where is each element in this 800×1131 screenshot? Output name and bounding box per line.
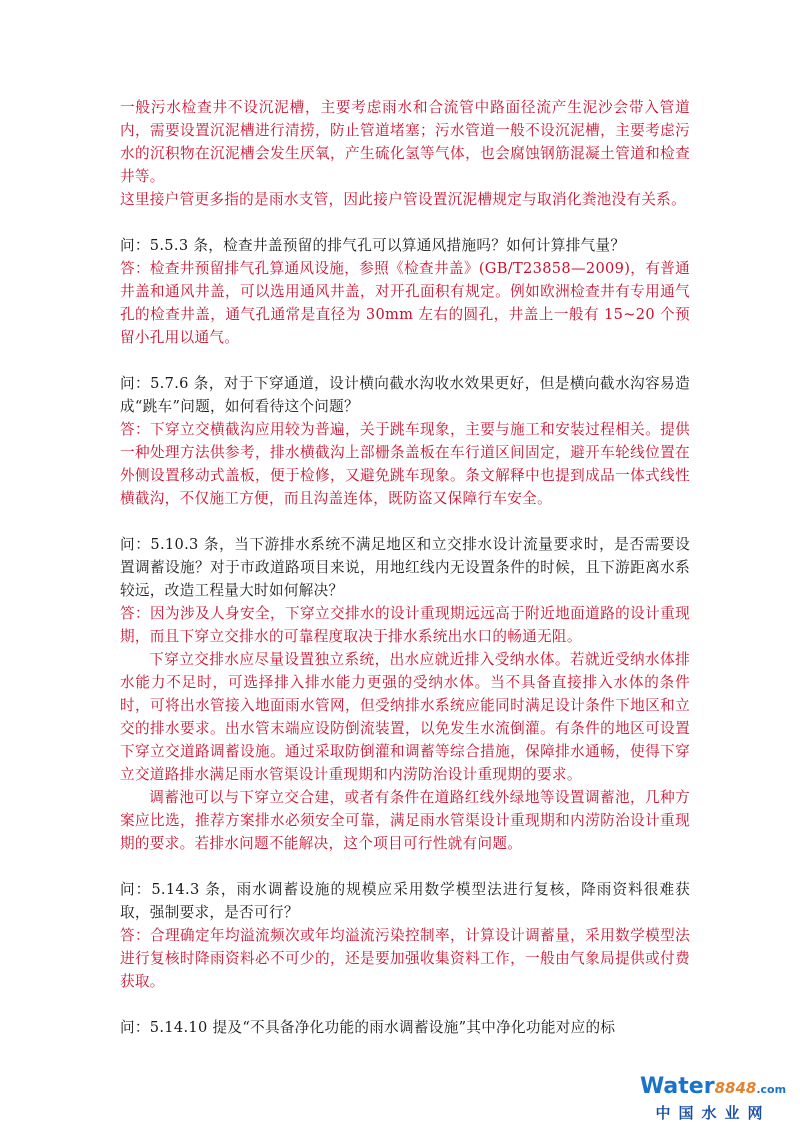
answer-5-5-3: 答：检查井预留排气孔算通风设施，参照《检查井盖》(GB/T23858—2009)，有普通井盖和通风井盖，可以选用通风井盖，对开孔面积有规定。例如欧洲检查井有专用通气孔的检查井盖，通气孔通常是直径为 30mm 左右的圆孔，井盖上一般有 15~20 个预留小孔用以通气。 xyxy=(120,260,690,346)
intro-paragraph-1: 一般污水检查井不设沉泥槽，主要考虑雨水和合流管中路面径流产生泥沙会带入管道内，需要设置沉泥槽进行清捞，防止管道堵塞；污水管道一般不设沉泥槽，主要考虑污水的沉积物在沉泥槽会发生厌氧，产生硫化氢等气体，也会腐蚀钢筋混凝土管道和检查井等。 xyxy=(120,99,690,185)
question-5-5-3: 问：5.5.3 条，检查井盖预留的排气孔可以算通风措施吗？如何计算排气量？ xyxy=(120,237,626,254)
question-5-10-3: 问：5.10.3 条，当下游排水系统不满足地区和立交排水设计流量要求时，是否需要设置调蓄设施？对于市政道路项目来说，用地红线内无设置条件的时候，且下游距离水系较远，改造工程量大时如何解决？ xyxy=(120,536,690,599)
answer-5-7-6: 答：下穿立交横截沟应用较为普遍，关于跳车现象，主要与施工和安装过程相关。提供一种处理方法供参考，排水横截沟上部栅条盖板在车行道区间固定，避开车轮线位置在外侧设置移动式盖板，便于检修，又避免跳车现象。条文解释中也提到成品一体式线性横截沟，不仅施工方便，而且沟盖连体，既防盗又保障行车安全。 xyxy=(120,421,690,507)
document-body xyxy=(120,96,690,1039)
answer-5-10-3-part-2: 下穿立交排水应尽量设置独立系统，出水应就近排入受纳水体。若就近受纳水体排水能力不足时，可选择排入排水能力更强的受纳水体。当不具备直接排入水体的条件时，可将出水管接入地面雨水管网，但受纳排水系统应能同时满足设计条件下地区和立交的排水要求。出水管末端应设防倒流装置，以免发生水流倒灌。有条件的地区可设置下穿立交道路调蓄设施。通过采取防倒灌和调蓄等综合措施，保障排水通畅，使得下穿立交道路排水满足雨水管渠设计重现期和内涝防治设计重现期的要求。 xyxy=(120,651,690,783)
watermark-brand xyxy=(638,1075,788,1102)
watermark-brand-word: Water xyxy=(639,1074,715,1099)
watermark-brand-number: 8848 xyxy=(714,1079,757,1097)
answer-5-14-3: 答：合理确定年均溢流频次或年均溢流污染控制率，计算设计调蓄量，采用数学模型法进行复核时降雨资料必不可少的，还是要加强收集资料工作，一般由气象局提供或付费获取。 xyxy=(120,927,690,990)
answer-5-10-3-part-3: 调蓄池可以与下穿立交合建，或者有条件在道路红线外绿地等设置调蓄池，几种方案应比选，推荐方案排水必须安全可靠，满足雨水管渠设计重现期和内涝防治设计重现期的要求。若排水问题不能解决，这个项目可行性就有问题。 xyxy=(120,789,690,852)
site-watermark-logo xyxy=(638,1075,788,1123)
answer-5-10-3-part-1: 答：因为涉及人身安全，下穿立交排水的设计重现期远远高于附近地面道路的设计重现期，而且下穿立交排水的可靠程度取决于排水系统出水口的畅通无阻。 xyxy=(120,605,690,645)
question-5-14-10: 问：5.14.10 提及“不具备净化功能的雨水调蓄设施”其中净化功能对应的标 xyxy=(120,1019,616,1036)
question-5-7-6: 问：5.7.6 条，对于下穿通道，设计横向截水沟收水效果更好，但是横向截水沟容易造成“跳车”问题，如何看待这个问题？ xyxy=(120,375,690,415)
intro-paragraph-2: 这里接户管更多指的是雨水支管，因此接户管设置沉泥槽规定与取消化粪池没有关系。 xyxy=(120,191,686,208)
watermark-chinese-name: 中国水业网 xyxy=(655,1104,771,1122)
question-5-14-3: 问：5.14.3 条，雨水调蓄设施的规模应采用数学模型法进行复核，降雨资料很难获取，强制要求，是否可行？ xyxy=(120,881,690,921)
watermark-brand-domain: .com xyxy=(756,1083,787,1096)
